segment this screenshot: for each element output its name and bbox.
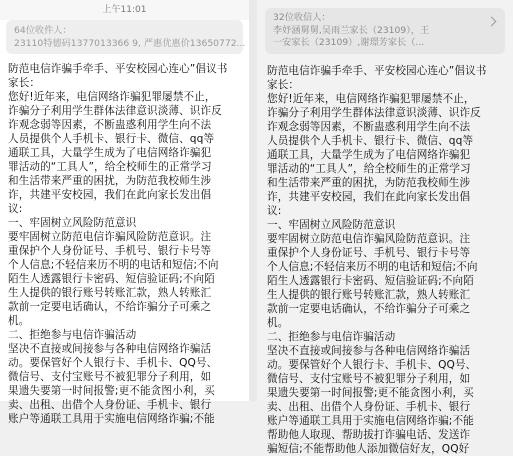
message-line: 帮助他人取现、帮助拔打诈骗电话、发送诈 — [267, 428, 471, 441]
message-line: 通联工具，大量学生成为了电信网络诈骗犯 — [267, 148, 471, 161]
message-line: 二、拒绝参与电信诈骗活动 — [267, 330, 396, 343]
message-line: 您好!近年来，电信网络诈骗犯罪屡禁不止， — [267, 92, 475, 105]
message-line: 生人提供的银行账号转账汇款，熟人转账汇 — [267, 288, 471, 301]
message-line: 果遗失要第一时间报警;更不能贪图小利，买 — [267, 386, 474, 399]
message-line: 诈观念弱等因素，不断蛊惑利用学生向不法 — [8, 119, 212, 131]
message-line: 家长： — [8, 77, 41, 89]
recipients-summary[interactable] — [6, 20, 246, 54]
message-line: 诈观念弱等因素，不断蛊惑利用学生向不法 — [267, 120, 471, 133]
message-line: 款前一定要电话确认，不给诈骗分子可乘之 — [8, 301, 212, 313]
message-line: 诈骗分子利用学生群体法律意识淡薄、识诈反 — [267, 106, 481, 119]
message-line: 人员提供个人手机卡、银行卡、微信、qq等 — [267, 134, 474, 147]
message-line: 个人信息;不轻信来历不明的电话和短信;不向 — [267, 260, 478, 273]
message-line: 通联工具，大量学生成为了电信网络诈骗犯 — [8, 147, 212, 159]
message-line: 个人信息;不轻信来历不明的电话和短信;不向 — [8, 259, 219, 271]
message-line: 家长： — [267, 78, 300, 91]
message-line: 议: — [267, 204, 282, 217]
message-line: 要牢固树立防范电信诈骗风险防范意识。注 — [8, 231, 212, 243]
message-line: 陌生人透露银行卡密码、短信验证码;不向陌 — [8, 273, 215, 285]
right-message-panel — [257, 0, 513, 455]
message-line: 卖、出租、出借个人身份证、手机卡、银行 — [267, 400, 471, 413]
message-line: 议: — [8, 203, 23, 215]
recipients-count: 64位收件人： — [14, 25, 72, 36]
message-line: 机。 — [8, 315, 30, 327]
recipients-count: 32位收信人： — [273, 12, 331, 23]
message-line: 卖、出租、出借个人身份证、手机卡、银行 — [8, 399, 212, 411]
message-line: 罪活动的“工具人”，给全校师生的正常学习 — [8, 161, 212, 173]
message-line: 微信号、支付宝账号不被犯罪分子利用，如 — [8, 371, 212, 383]
message-line: 要牢固树立防范电信诈骗风险防范意识。注 — [267, 232, 471, 245]
left-message-panel — [0, 0, 249, 425]
message-line: 诈，共建平安校园，我们在此向家长发出倡 — [267, 190, 471, 203]
message-line: 动。要保管好个人银行卡、手机卡、QQ号、 — [267, 358, 477, 371]
message-line: 罪活动的“工具人”，给全校师生的正常学习 — [267, 162, 471, 175]
chevron-right-icon[interactable] — [487, 17, 497, 27]
message-line: 二、拒绝参与电信诈骗活动 — [8, 329, 137, 341]
message-line: 果遗失要第一时间报警;更不能贪图小利，买 — [8, 385, 215, 397]
message-line: 重保护个人身份证号、手机号、银行卡号等 — [8, 245, 212, 257]
panel-divider — [249, 0, 257, 401]
message-line: 诈，共建平安校园，我们在此向家长发出倡 — [8, 189, 212, 201]
message-line: 账户等通联工具用于实施电信网络诈骗;不能 — [8, 413, 215, 425]
recipients-list-line-2: 一安家长（23109）,谢璟芳家长（... — [273, 37, 425, 48]
message-line: 一、牢固树立风险防范意识 — [267, 218, 396, 231]
recipients-summary[interactable] — [265, 8, 505, 54]
recipients-list: 23110特德码1377013366 9, 严惠优惠价13650772... — [14, 38, 246, 49]
message-line: 重保护个人身份证号、手机号、银行卡号等 — [267, 246, 471, 259]
message-line: 防范电信诈骗手牵手、平安校园心连心”倡议书 — [267, 64, 487, 77]
message-line: 和生活带来严重的困扰，为防范我校师生涉 — [8, 175, 212, 187]
message-line: 人员提供个人手机卡、银行卡、微信、qq等 — [8, 133, 215, 145]
message-line: 一、牢固树立风险防范意识 — [8, 217, 137, 229]
timestamp: 上午11:01 — [0, 0, 249, 20]
message-line: 坚决不直接或间接参与各种电信网络诈骗活 — [267, 344, 471, 357]
message-text — [267, 64, 503, 456]
recipients-list-line-1: 李妤涵舅舅,吴雨兰家长（23109），王 — [273, 24, 430, 36]
message-text — [8, 62, 241, 426]
message-line: 动。要保管好个人银行卡、手机卡、QQ号、 — [8, 357, 218, 369]
message-line: 和生活带来严重的困扰，为防范我校师生涉 — [267, 176, 471, 189]
message-body — [257, 54, 513, 456]
message-line: 生人提供的银行账号转账汇款，熟人转账汇 — [8, 287, 212, 299]
message-line: 骗短信;不能帮助他人添加微信好友，QQ好 — [267, 442, 470, 455]
message-line: 诈骗分子利用学生群体法律意识淡薄、识诈反 — [8, 105, 222, 117]
message-line: 款前一定要电话确认，不给诈骗分子可乘之 — [267, 302, 471, 315]
message-body — [0, 54, 249, 426]
message-line: 您好!近年来，电信网络诈骗犯罪屡禁不止， — [8, 91, 216, 103]
message-line: 陌生人透露银行卡密码、短信验证码;不向陌 — [267, 274, 474, 287]
message-line: 微信号、支付宝账号不被犯罪分子利用，如 — [267, 372, 471, 385]
message-line: 机。 — [267, 316, 289, 329]
message-line: 坚决不直接或间接参与各种电信网络诈骗活 — [8, 343, 212, 355]
message-line: 账户等通联工具用于实施电信网络诈骗;不能 — [267, 414, 474, 427]
message-line: 防范电信诈骗手牵手、平安校园心连心”倡议书 — [8, 63, 228, 75]
